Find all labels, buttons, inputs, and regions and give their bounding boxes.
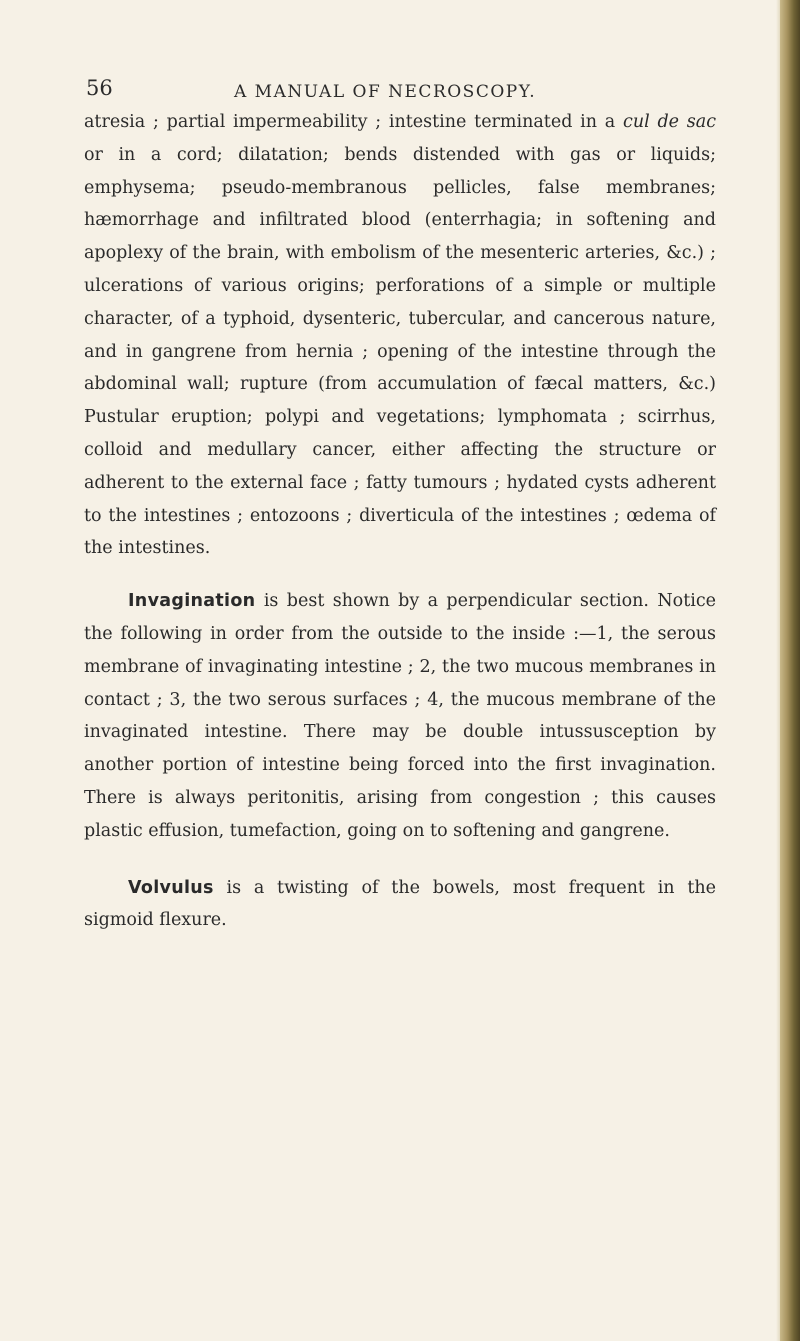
paragraph-1-italic: cul de sac <box>623 112 716 132</box>
body-text <box>84 106 716 937</box>
paragraph-1-text-b: or in a cord; dilatation; bends distended with gas or liquids; emphysema; pseudo-membranous pellicles, false membranes; hæmorrhage and infiltrated blood (enterrhagia; in softening and apoplexy of the brain, with embolism of the mesenteric arteries, &c.) ; ulcerations of various origins; perforations of a simple or multiple character, of a typhoid, dysenteric, tubercular, and cancerous nature, and in gangrene from hernia ; opening of the intestine through the abdominal wall; rupture (from accumulation of fæcal matters, &c.) Pustular eruption; polypi and vegetations; lymphomata ; scirrhus, colloid and medullary cancer, either affecting the structure or adherent to the external face ; fatty tumours ; hydated cysts adherent to the intestines ; entozoons ; diverticula of the intestines ; œdema of the intestines. <box>84 144 716 559</box>
paragraph-volvulus <box>84 872 716 938</box>
invagination-text: is best shown by a perpendicular section. Notice the following in order from the outside to the inside :—1, the serous membrane of invaginating intestine ; 2, the two mucous membranes in contact ; 3, the two serous surfaces ; 4, the mucous membrane of the invaginated intestine. There may be double intussusception by another portion of intestine being forced into the first invagination. There is always peritonitis, arising from congestion ; this causes plastic effusion, tumefaction, going on to softening and gangrene. <box>84 591 716 841</box>
paragraph-invagination <box>84 585 716 847</box>
volvulus-heading: Volvulus <box>128 877 214 898</box>
volvulus-text: is a twisting of the bowels, most frequent in the sigmoid flexure. <box>84 877 716 931</box>
invagination-heading: Invagination <box>128 591 256 612</box>
page-header <box>86 76 706 110</box>
paragraph-1-text-a: atresia ; partial impermeability ; intestine terminated in a <box>84 112 624 132</box>
book-spine-edge <box>780 0 800 1341</box>
page-number: 56 <box>86 76 113 100</box>
paragraph-continued <box>84 106 716 565</box>
paragraph-spacer <box>84 848 716 872</box>
paragraph-spacer <box>84 565 716 585</box>
running-title: A MANUAL OF NECROSCOPY. <box>234 82 537 102</box>
